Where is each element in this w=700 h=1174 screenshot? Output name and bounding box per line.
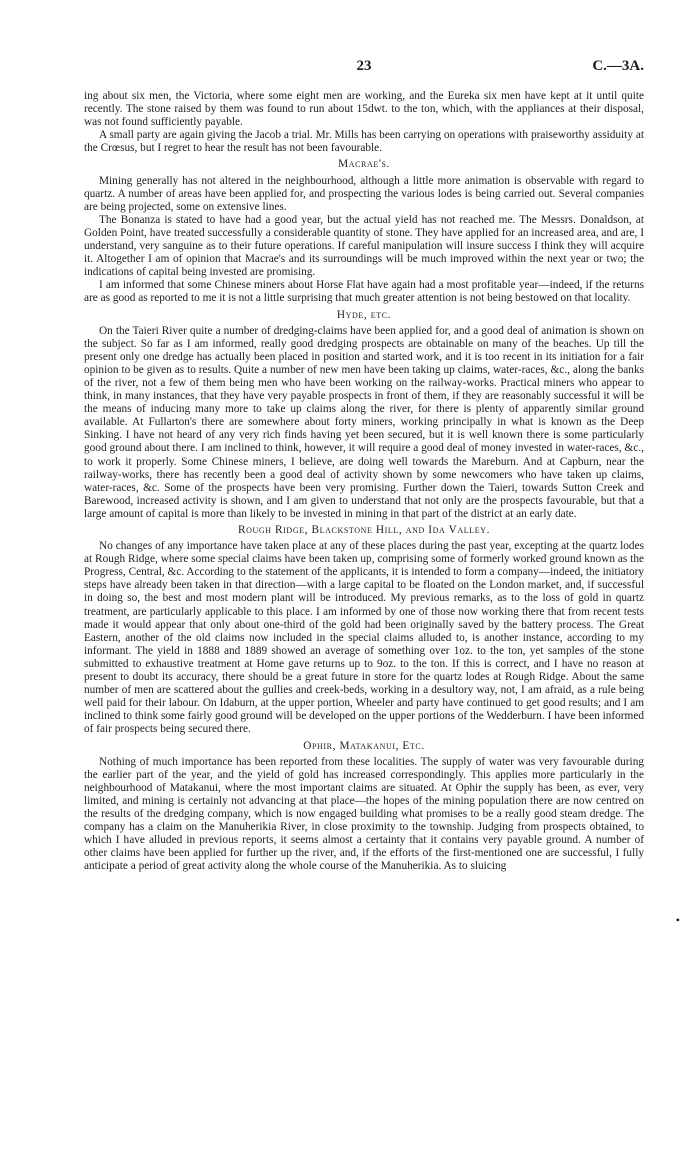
- section-heading-hyde: Hyde, etc.: [336, 308, 392, 321]
- page-header: [84, 60, 644, 82]
- paragraph: A small party are again giving the Jacob a trial. Mr. Mills has been carrying on operations with praiseworthy assiduity at the Crœsus, but I regret to hear the result has not been favourable.: [84, 129, 644, 155]
- paragraph: I am informed that some Chinese miners about Horse Flat have again had a most profitable year—indeed, if the returns are as good as reported to me it is not a little surprising that much greater attention is not being bestowed on that locality.: [84, 279, 644, 305]
- section-heading-macraes: Macrae's.: [338, 158, 390, 171]
- document-reference: C.—3A.: [592, 58, 644, 74]
- section-heading-ophir: Ophir, Matakanui, Etc.: [303, 739, 425, 752]
- paragraph: No changes of any importance have taken place at any of these places during the past year, excepting at the quartz lodes at Rough Ridge, where some special claims have been taken up, comprising some of formerly worked ground known as the Progress, Central, &c. According to the statement of the applicants, it is intended to form a company—indeed, the initiatory steps have already been taken in that direction—with a large capital to be floated on the London market, and, if successful in doing so, the best and most modern plant will be introduced. My previous remarks, as to the loss of gold in quartz treatment, are particularly applicable to this place. I am informed by one of those now working there that from recent tests made it would appear that only about one-third of the gold had been originally saved by the battery process. The Great Eastern, another of the old claims now included in the special claims alluded to, is another instance, according to my informant. The yield in 1888 and 1889 showed an average of something over 1oz. to the ton, yet samples of the stone submitted to exhaustive treatment at Home gave returns up to 9oz. to the ton. If this is correct, and I have no reason at present to doubt its accuracy, there should be a great future in store for the quartz lodes at Rough Ridge. About the same number of men are scattered about the gullies and creek-beds, working in a desultory way, not, I am afraid, as a rule being well paid for their labour. On Idaburn, at the upper portion, Wheeler and party have continued to get good results; and I am inclined to think some fairly good ground will be developed on the upper portions of the Wedderburn. I have been informed of fair prospects being secured there.: [84, 540, 644, 736]
- paragraph: On the Taieri River quite a number of dredging-claims have been applied for, and a good deal of animation is shown on the subject. So far as I am informed, really good dredging prospects are obtainable on many of the beaches. Up till the present only one dredge has actually been placed in position and started work, and it is too recent in its initiation for a fair opinion to be given as to results. Quite a number of new men have been taking up claims, water-races, &c., along the banks of the river, not a few of them being men who have been working on the railway-works. Practical miners who appear to think, in many instances, that they have very payable prospects in front of them, if they are reasonably successful it will be the means of inducing many more to take up claims along the river, for there is plenty of apparently similar ground available. At Fullarton's there are somewhere about forty miners, working principally in what is known as the Deep Sinking. I have not heard of any very rich finds having yet been secured, but it is well known there is some particularly good ground about there. I am inclined to think, however, it will require a good deal of money invested in water-races, &c., to work it properly. Some Chinese miners, I believe, are doing well towards the Mareburn. And at Capburn, near the railway-works, there has recently been a good deal of activity shown by some newcomers who have taken up claims, water-races, &c. Some of the prospects have been very promising. Further down the Taieri, towards Sutton Creek and Barewood, increased activity is shown, and I am given to understand that not only are the prospects favourable, but that a large amount of capital is more than likely to be invested in mining in that part of the district at an early date.: [84, 324, 644, 520]
- margin-mark: •: [675, 913, 680, 927]
- paragraph: Mining generally has not altered in the neighbourhood, although a little more animation is observable with regard to quartz. A number of areas have been applied for, and prospecting the various lodes is being carried out. Several companies are being projected, some on extensive lines.: [84, 174, 644, 213]
- paragraph-continued: ing about six men, the Victoria, where some eight men are working, and the Eureka six men have kept at it until quite recently. The stone raised by them was found to run about 15dwt. to the ton, which, with the appliances at their disposal, was not found sufficiently payable.: [84, 90, 644, 129]
- section-heading-rough-ridge: Rough Ridge, Blackstone Hill, and Ida Valley.: [237, 524, 491, 536]
- page-number: 23: [356, 58, 372, 74]
- paragraph: The Bonanza is stated to have had a good year, but the actual yield has not reached me. The Messrs. Donaldson, at Golden Point, have treated successfully a considerable quantity of stone. They have applied for an increased area, and are, I understand, very sanguine as to their future operations. If careful manipulation will insure success I think they will acquire it. Altogether I am of opinion that Macrae's and its surroundings will be much improved within the next year or two; the indications of capital being invested are promising.: [84, 213, 644, 279]
- paragraph: Nothing of much importance has been reported from these localities. The supply of water was very favourable during the earlier part of the year, and the yield of gold has increased correspondingly. This applies more particularly in the neighbourhood of Matakanui, where the most important claims are situated. At Ophir the supply has been, as ever, very limited, and mining is certainly not advancing at that place—the hopes of the mining population there are now centred on the results of the dredging company, which is now engaged building what promises to be a really good steam dredge. The company has a claim on the Manuherikia River, in close proximity to the township. Judging from prospects obtained, to which I have alluded in previous reports, it seems almost a certainty that it contains very payable ground. A number of other claims have been applied for further up the river, and, if the efforts of the first-mentioned one are successful, I fully anticipate a period of great activity along the whole course of the Manuherikia. As to sluicing: [84, 755, 644, 873]
